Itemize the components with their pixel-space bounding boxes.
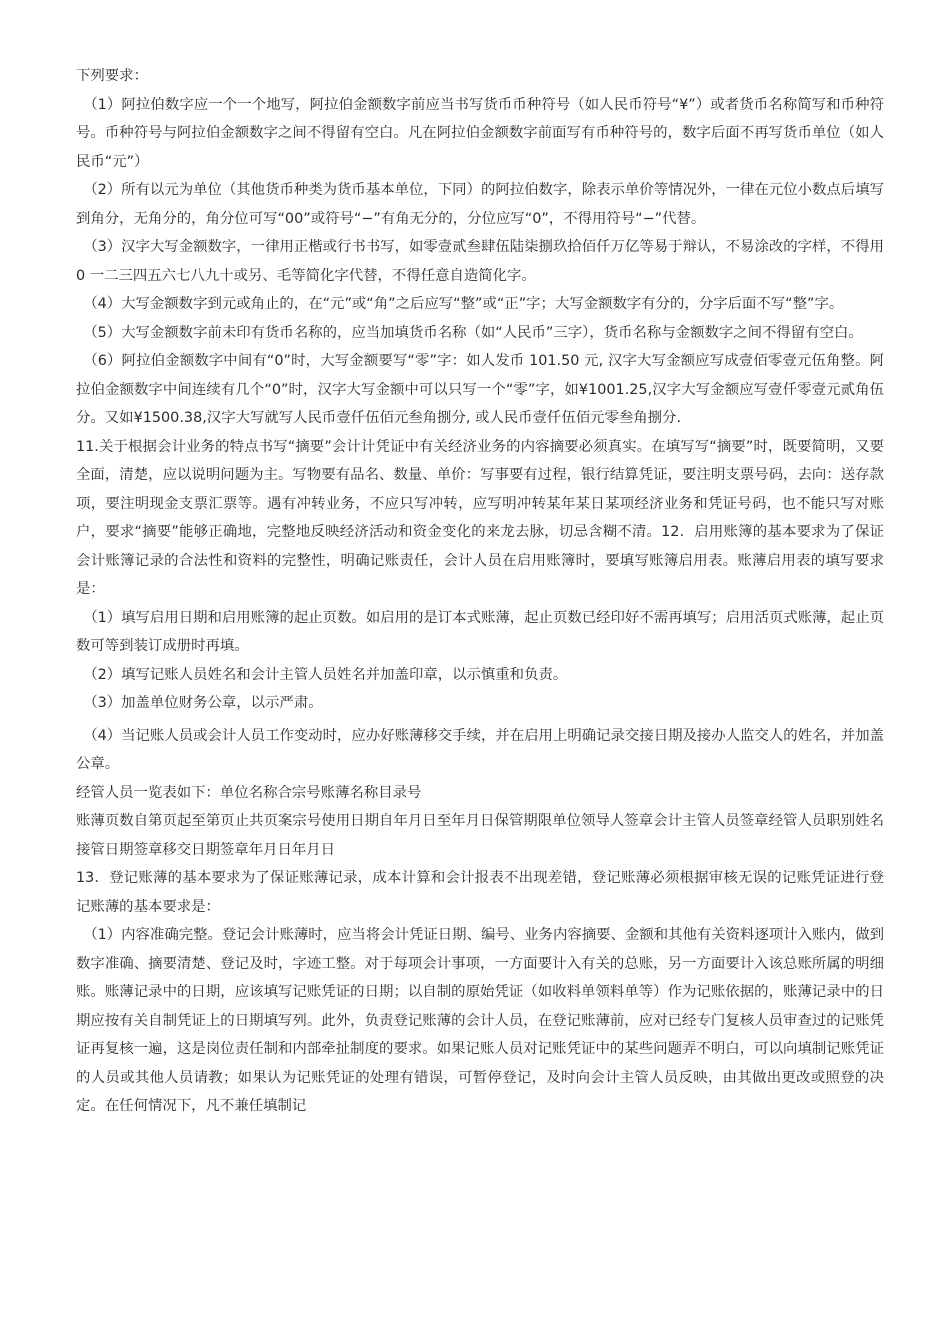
- paragraph-intro: 下列要求：: [76, 68, 148, 84]
- paragraph-ledger-fields: 账薄页数自第页起至第页止共页案宗号使用日期自年月日至年月日保管期限单位领导人签章会计主管人员签章经管人员职别姓名接管日期签章移交日期签章年月日年月日: [76, 813, 884, 858]
- paragraph-item-5: （5）大写金额数字前未印有货币名称的，应当加填货币名称（如“人民币”三字），货币名称与金额数字之间不得留有空白。: [83, 324, 863, 341]
- paragraph-item-4-ledger: （4）当记账人员或会计人员工作变动时，应办好账薄移交手续，并在启用上明确记录交接日期及接办人监交人的姓名，并加盖公章。: [76, 727, 884, 772]
- paragraph-item-1-ledger: （1）填写启用日期和启用账簿的起止页数。如启用的是订本式账薄，起止页数已经印好不需再填写；启用活页式账薄，起止页数可等到装订成册时再填。: [76, 609, 884, 654]
- paragraph-item-3-ledger: （3）加盖单位财务公章，以示严肃。: [83, 695, 323, 711]
- paragraph-item-2-ledger: （2）填写记账人员姓名和会计主管人员姓名并加盖印章，以示慎重和负责。: [83, 666, 568, 683]
- paragraph-item-1: （1）阿拉伯数字应一个一个地写，阿拉伯金额数字前应当书写货币币种符号（如人民币符号“¥”）或者货币名称简写和币种符号。币种符号与阿拉伯金额数字之间不得留有空白。凡在阿拉伯金额数字前面写有币种符号的，数字后面不再写货币单位（如人民币“元”）: [76, 96, 884, 170]
- paragraph-section-13: 13．登记账薄的基本要求为了保证账薄记录，成本计算和会计报表不出现差错，登记账薄必须根据审核无误的记账凭证进行登记账薄的基本要求是：: [76, 870, 884, 915]
- paragraph-item-6: （6）阿拉伯金额数字中间有“0”时，大写金额要写“零”字：如人发币 101.50 元, 汉字大写金额应写成壹佰零壹元伍角整。阿拉伯金额数字中间连续有几个“0”时，汉字大写金额中可以只写一个“零”字，如¥1001.25,汉字大写金额应写壹仟零壹元贰角伍分。又如¥1500.38,汉字大写就写人民币壹仟伍佰元叁角捌分, 或人民币壹仟伍佰元零叁角捌分.: [76, 353, 884, 426]
- paragraph-item-1-posting: （1）内容准确完整。登记会计账薄时，应当将会计凭证日期、编号、业务内容摘要、金额和其他有关资料逐项计入账内，做到数字准确、摘要清楚、登记及时，字迹工整。对于每项会计事项，一方面要计入有关的总账，另一方面要计入该总账所属的明细账。账薄记录中的日期，应该填写记账凭证的日期；以自制的原始凭证（如收料单领料单等）作为记账依据的，账薄记录中的日期应按有关自制凭证上的日期填写列。此外，负责登记账薄的会计人员，在登记账薄前，应对已经专门复核人员审查过的记账凭证再复核一遍，这是岗位责任制和内部牵扯制度的要求。如果记账人员对记账凭证中的某些问题弄不明白，可以向填制记账凭证的人员或其他人员请教；如果认为记账凭证的处理有错误，可暂停登记，及时向会计主管人员反映，由其做出更改或照登的决定。在任何情况下，凡不兼任填制记: [76, 927, 884, 1114]
- paragraph-section-11-12: 11.关于根据会计业务的特点书写“摘要”会计计凭证中有关经济业务的内容摘要必须真实。在填写写“摘要”时，既要简明，又要全面，清楚，应以说明问题为主。写物要有品名、数量、单价：写事要有过程，银行结算凭证，要注明支票号码，去向：送存款项，要注明现金支票汇票等。遇有冲转业务，不应只写冲转，应写明冲转某年某日某项经济业务和凭证号码，也不能只写对账户，要求“摘要”能够正确地，完整地反映经济活动和资金变化的来龙去脉，切忌含糊不清。12．启用账簿的基本要求为了保证会计账簿记录的合法性和资料的完整性，明确记账责任，会计人员在启用账簿时，要填写账簿启用表。账薄启用表的填写要求是：: [76, 438, 884, 597]
- document-body: [76, 62, 884, 1121]
- paragraph-item-3: （3）汉字大写金额数字，一律用正楷或行书书写，如零壹贰叁肆伍陆柒捌玖拾佰仟万亿等易于辩认，不易涂改的字样，不得用 0 一二三四五六七八九十或另、毛等简化字代替，不得任意自造简化字。: [76, 239, 884, 284]
- paragraph-staff-list: 经管人员一览表如下：单位名称合宗号账薄名称目录号: [76, 784, 422, 801]
- paragraph-item-4: （4）大写金额数字到元或角止的，在“元”或“角”之后应写“整”或“正”字；大写金额数字有分的，分字后面不写“整”字。: [83, 296, 844, 312]
- paragraph-item-2: （2）所有以元为单位（其他货币种类为货币基本单位，下同）的阿拉伯数字，除表示单价等情况外，一律在元位小数点后填写到角分，无角分的，角分位可写“00”或符号“−”有角无分的，分位应写“0”，不得用符号“−”代替。: [76, 182, 884, 227]
